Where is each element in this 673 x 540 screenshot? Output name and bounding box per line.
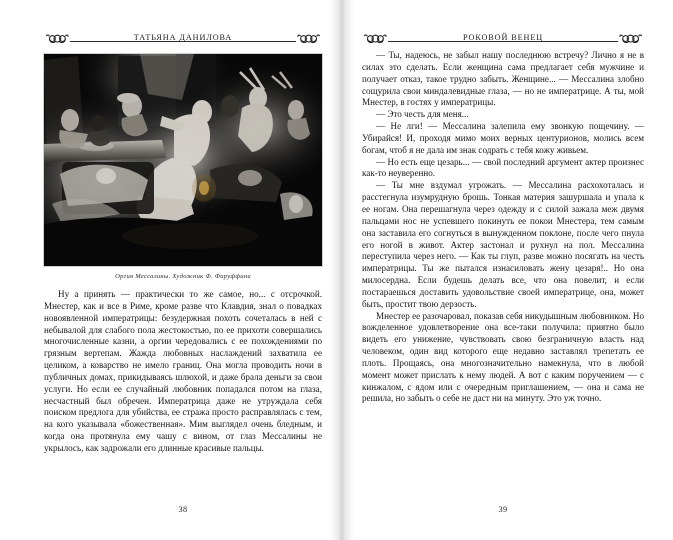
right-page — [336, 0, 672, 540]
paragraph: — Но есть еще цезарь... — свой последний аргумент актер произнес как-то неуверенно. — [362, 156, 644, 179]
scroll-flourish-ornament — [296, 32, 322, 46]
paragraph: Ну а принять — практически то же самое, но... с отсрочкой. Мнестер, как и все в Риме, кроме разве что Клавдия, знал о повадках новоявленной императрицы: безудержная похоть сочеталась в ней с небывалой для слабого пола жестокостью, по ее прихоти совершались многочисленные казни, а оргии чередовались с ее похождениями по грязным вертепам. Жажда любовных наслаждений захватила ее целиком, а коварство не имело границ. Она могла проводить ночи в публичных домах, прикидываясь шлюхой, и даже брала деньги за свои услуги. Но если ее случайный любовник попадался потом на глаза, несчастный был обречен. Императрица даже не утруждала себя поиском предлога для убийства, ее стража просто расправлялась с тем, на кого указывала «божественная». Мим выглядел очень бледным, и когда она протянула ему чашу с вином, от глаз Мессалины не укрылось, как задрожали его длинные красивые пальцы. — [44, 289, 322, 453]
scroll-flourish-ornament — [362, 32, 388, 46]
paragraph: — Ты мне вздумал угрожать. — Мессалина расхохоталась и расстегнула изумрудную брошь. Тонкая материя зашуршала и упала к ее ногам. Она перешагнула через одежду и с силой зажала меж двумя пальцами нос не успевшего покинуть ее покои Мнестера, тем самым она заставила его согнуться в вынужденном поклоне, после чего пнула его ногой в живот. Актер застонал и рухнул на пол. Мессалина переступила через него. — Как ты глуп, разве можно посягать на честь императрицы. Ты же пытался изнасиловать жену цезаря!.. Но она милосердна. Если будешь делать все, что она повелит, и если постараешься доставить удовольствие своей императрице, она, может быть, простит твою дерзость. — [362, 180, 644, 309]
scroll-flourish-ornament — [44, 32, 70, 46]
paragraph: — Не лги! — Мессалина залепила ему звонкую пощечину. — Убирайся! И, проходя мимо моих верных центурионов, молись всем богам, чтоб я не дала им знак содрать с тебя кожу живьем. — [362, 121, 644, 155]
paragraph: — Ты, надеюсь, не забыл нашу последнюю встречу? Лично я не в силах это сделать. Если женщина сама предлагает себя мужчине и получает отказ, такое трудно забыть. Женщине... — Мессалина злобно сощурила свои миндалевидные глаза, — но не императрице. А ты, мой Мнестер, в гостях у императрицы. — [362, 50, 644, 108]
left-page-body-text — [44, 289, 322, 455]
left-page-number: 38 — [178, 505, 188, 514]
painting-image — [44, 54, 322, 266]
illustration-caption: Оргия Мессалины. Художник Ф. Фаруффини — [115, 273, 251, 280]
scroll-flourish-ornament — [618, 32, 644, 46]
right-page-body-text — [362, 50, 644, 405]
paragraph: Мнестер ее разочаровал, показав себя никудышным любовником. Но вожделенное удовлетворение она все-таки получила: приятно было видеть его унижение, чувствовать свою безграничную власть над человеком, один вид которого еще недавно заставлял трепетать ее плоть. Прощаясь, она многозначительно намекнула, что в любой момент может прислать к нему людей. А вот с каким поручением — с кинжалом, с ядом или с очередным приглашением, — она и сама не решила, но забыть о себе не даст ни на минуту. Это уж точно. — [362, 310, 644, 404]
illustration-block — [44, 54, 322, 280]
right-page-header-title: РОКОВОЙ ВЕНЕЦ — [462, 32, 544, 42]
left-page-header-title: ТАТЬЯНА ДАНИЛОВА — [133, 32, 233, 42]
right-page-number: 39 — [498, 505, 508, 514]
left-running-header — [44, 26, 322, 50]
right-running-header — [362, 26, 644, 50]
paragraph: — Это честь для меня... — [376, 109, 469, 120]
left-page — [0, 0, 336, 540]
